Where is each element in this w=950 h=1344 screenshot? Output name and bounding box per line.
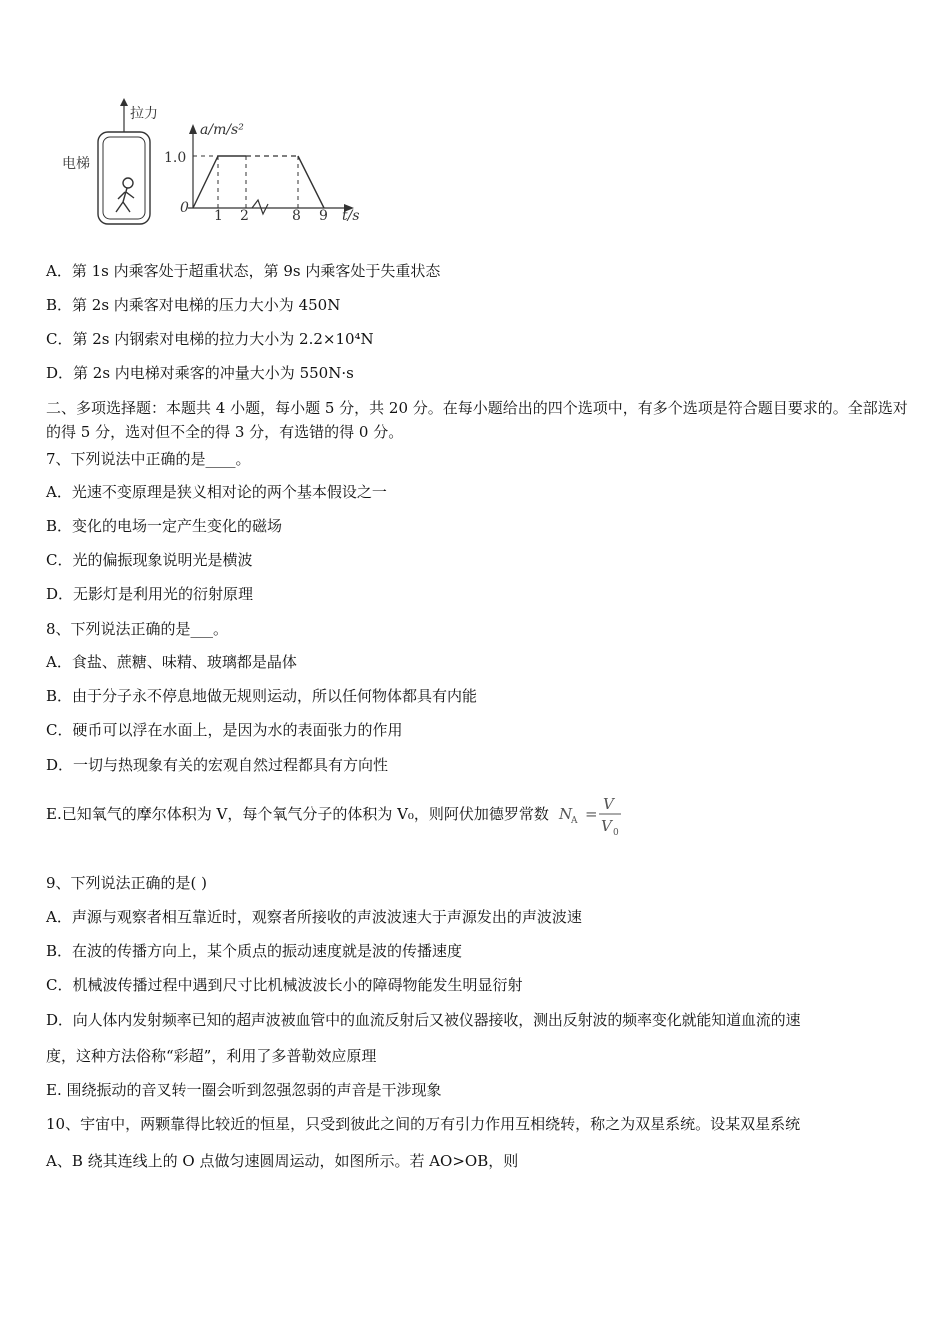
q6-option-a: A．第 1s 内乘客处于超重状态，第 9s 内乘客处于失重状态	[46, 262, 441, 280]
formula-den-sub: 0	[612, 828, 619, 837]
q8-stem: 8、下列说法正确的是___。	[46, 620, 229, 638]
y-axis-arrowhead	[189, 124, 197, 134]
formula-num: V	[602, 795, 614, 813]
elevator-box-inner	[103, 137, 145, 219]
q9-option-a: A．声源与观察者相互靠近时，观察者所接收的声波波速大于声源发出的声波波速	[46, 908, 582, 926]
q7-stem: 7、下列说法中正确的是____。	[46, 450, 251, 468]
x-tick-8: 8	[292, 208, 301, 224]
q9-option-d-continued: 度，这种方法俗称“彩超”，利用了多普勒效应原理	[46, 1047, 377, 1065]
x-tick-2: 2	[240, 208, 249, 224]
q7-option-a: A．光速不变原理是狭义相对论的两个基本假设之一	[46, 483, 387, 501]
elevator-acceleration-figure	[58, 96, 378, 226]
passenger-icon	[116, 178, 134, 212]
rope-label: 拉力	[130, 106, 158, 122]
q8-option-d: D．一切与热现象有关的宏观自然过程都具有方向性	[46, 756, 389, 774]
y-axis-label: a/m/s²	[200, 122, 244, 138]
q7-option-c: C．光的偏振现象说明光是横波	[46, 551, 253, 569]
rope-arrowhead	[120, 98, 128, 106]
q8-option-e	[46, 792, 627, 837]
q9-stem: 9、下列说法正确的是( )	[46, 874, 208, 892]
elevator-box-outer	[98, 132, 150, 224]
axis-break-mark	[252, 200, 268, 214]
q7-option-d: D．无影灯是利用光的衍射原理	[46, 585, 254, 603]
q8-option-a: A．食盐、蔗糖、味精、玻璃都是晶体	[46, 653, 297, 671]
acceleration-curve	[193, 156, 246, 208]
formula-eq: =	[584, 805, 598, 823]
q7-option-b: B．变化的电场一定产生变化的磁场	[46, 517, 283, 535]
formula-den: V	[600, 817, 612, 835]
formula-lhs: N	[558, 805, 573, 823]
formula-lhs-sub: A	[570, 816, 578, 826]
q8-option-b: B．由于分子永不停息地做无规则运动，所以任何物体都具有内能	[46, 687, 478, 705]
q9-option-c: C．机械波传播过程中遇到尺寸比机械波波长小的障碍物能发生明显衍射	[46, 976, 523, 994]
section-2-heading: 二、多项选择题：本题共 4 小题，每小题 5 分，共 20 分。在每小题给出的四个选项中，有多个选项是符合题目要求的。全部选对的得 5 分，选对但不全的得 3 分，有选错的得 0 分。	[46, 399, 908, 441]
x-axis-label: t/s	[342, 208, 360, 224]
q9-option-e: E. 围绕振动的音叉转一圈会听到忽强忽弱的声音是干涉现象	[46, 1081, 442, 1099]
elevator-label: 电梯	[62, 156, 90, 172]
x-tick-1: 1	[214, 208, 223, 224]
q6-option-b: B．第 2s 内乘客对电梯的压力大小为 450N	[46, 296, 341, 314]
q9-option-d: D．向人体内发射频率已知的超声波被血管中的血流反射后又被仪器接收，测出反射波的频率变化就能知道血流的速	[46, 1011, 801, 1029]
q10-stem-line2: A、B 绕其连线上的 O 点做匀速圆周运动，如图所示。若 AO>OB，则	[46, 1152, 519, 1170]
x-tick-9: 9	[319, 208, 328, 224]
q10-stem-line1: 10、宇宙中，两颗靠得比较近的恒星，只受到彼此之间的万有引力作用互相绕转，称之为双星系统。设某双星系统	[46, 1115, 801, 1133]
origin-label: 0	[180, 200, 189, 216]
y-tick-label: 1.0	[164, 150, 187, 166]
q6-option-d: D．第 2s 内电梯对乘客的冲量大小为 550N·s	[46, 364, 354, 382]
q8-option-c: C．硬币可以浮在水面上，是因为水的表面张力的作用	[46, 721, 403, 739]
q9-option-b: B．在波的传播方向上，某个质点的振动速度就是波的传播速度	[46, 942, 463, 960]
q6-option-c: C．第 2s 内钢索对电梯的拉力大小为 2.2×10⁴N	[46, 330, 374, 348]
q8-option-e-text: E.已知氧气的摩尔体积为 V，每个氧气分子的体积为 V₀，则阿伏加德罗常数	[46, 805, 549, 823]
avogadro-formula	[557, 793, 627, 837]
curve-descent	[298, 156, 324, 208]
